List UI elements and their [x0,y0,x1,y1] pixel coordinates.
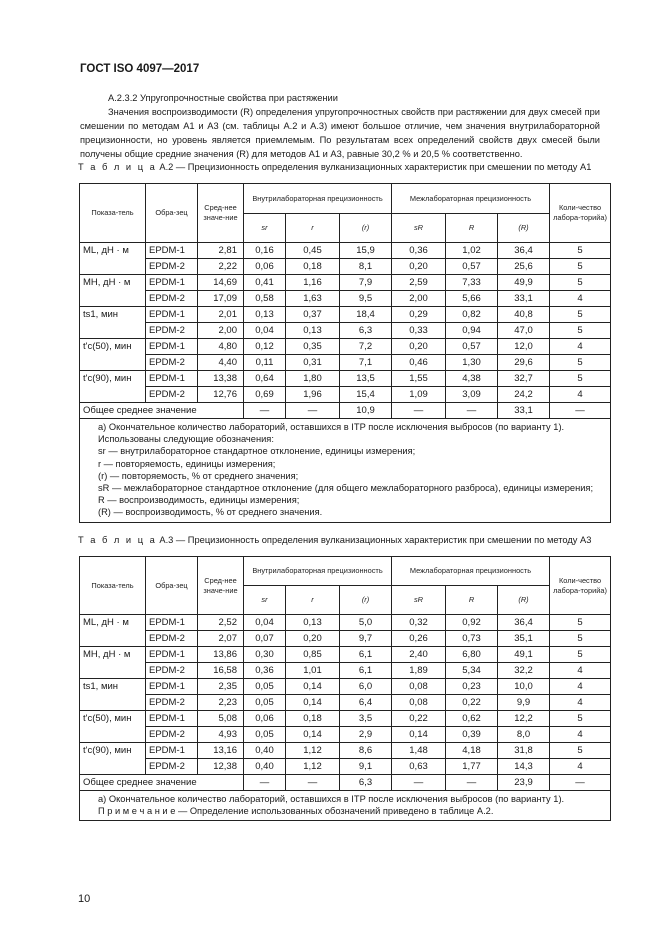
data-cell: 5 [550,743,611,759]
data-cell: 0,22 [446,695,498,711]
data-cell: 1,02 [446,243,498,259]
data-cell: 5,0 [340,615,392,631]
data-cell: 4 [550,291,611,307]
data-cell: 0,20 [286,631,340,647]
data-cell: 33,1 [498,291,550,307]
table-row [80,631,611,647]
data-cell: 5 [550,355,611,371]
col-header-mean: Сред-нее значе-ние [198,184,244,243]
data-cell: 1,80 [286,371,340,387]
data-cell: 0,63 [392,759,446,775]
data-cell: 1,96 [286,387,340,403]
data-cell: 1,16 [286,275,340,291]
table-row [80,759,611,775]
intro-text [80,91,600,161]
data-cell: 5 [550,615,611,631]
data-cell: 4 [550,727,611,743]
data-cell: EPDM-1 [146,307,198,323]
data-cell: 0,08 [392,695,446,711]
data-cell: 8,6 [340,743,392,759]
document-header: ГОСТ ISO 4097—2017 [80,63,200,75]
data-cell: — [392,775,446,791]
note-line: sr — внутрилабораторное стандартное отклонение, единицы измерения; [98,446,416,457]
data-cell: 3,09 [446,387,498,403]
col-header-sR: sR [392,214,446,243]
data-cell: 0,82 [446,307,498,323]
data-cell: EPDM-1 [146,743,198,759]
note-line: r — повторяемость, единицы измерения; [98,458,276,469]
data-cell: 0,20 [392,339,446,355]
data-cell: 7,2 [340,339,392,355]
data-cell: EPDM-1 [146,275,198,291]
data-cell: 1,01 [286,663,340,679]
data-cell: 2,22 [198,259,244,275]
data-cell: 2,40 [392,647,446,663]
data-cell: 0,57 [446,339,498,355]
data-cell: 0,73 [446,631,498,647]
col-header-r: r [286,214,340,243]
data-cell: EPDM-2 [146,355,198,371]
data-cell: 14,3 [498,759,550,775]
col-header-r-pct: (r) [340,586,392,615]
col-header-sample: Обра-зец [146,184,198,243]
data-cell: 0,22 [392,711,446,727]
data-cell: 2,81 [198,243,244,259]
data-cell: EPDM-2 [146,259,198,275]
data-cell: 0,62 [446,711,498,727]
data-cell: 0,64 [244,371,286,387]
data-cell: EPDM-2 [146,291,198,307]
data-cell: EPDM-2 [146,387,198,403]
data-cell: 6,1 [340,663,392,679]
col-header-property: Показа-тель [80,557,146,615]
data-cell: 1,55 [392,371,446,387]
data-cell: 0,26 [392,631,446,647]
col-header-r-pct: (r) [340,214,392,243]
table-notes [80,791,611,821]
data-cell: 0,36 [392,243,446,259]
data-cell: 0,05 [244,727,286,743]
data-cell: 6,1 [340,647,392,663]
data-cell: — [446,403,498,419]
overall-label: Общее среднее значение [80,403,244,419]
table-a2-caption: Т а б л и ц а А.2 — Прецизионность определения вулканизационных характеристик при смешении по методу А1 [78,162,592,172]
data-cell: 0,05 [244,679,286,695]
data-cell: 29,6 [498,355,550,371]
data-cell: 1,63 [286,291,340,307]
property-cell: MH, дН · м [80,275,146,307]
data-cell: 0,18 [286,259,340,275]
intro-paragraph: Значения воспроизводимости (R) определения упругопрочностных свойств при растяжении для двух смесей при смешении по методам А1 и А3 (см. таблицы А.2 и А.3) имеют большое отличие, чем значения внутрилабораторной прецизионности, но уровень является приемлемым. По результатам всех определений свойств двух смесей были получены общие средние значения (R) для методов А1 и А3, равные 30,2 % и 20,5 % соответственно. [80,107,600,159]
data-cell: 0,30 [244,647,286,663]
data-cell: 0,29 [392,307,446,323]
data-cell: 12,38 [198,759,244,775]
data-cell: 0,45 [286,243,340,259]
data-cell: — [550,403,611,419]
data-cell: 4,38 [446,371,498,387]
data-cell: 4 [550,339,611,355]
data-cell: 7,1 [340,355,392,371]
data-cell: 0,37 [286,307,340,323]
data-cell: 0,31 [286,355,340,371]
data-cell: EPDM-1 [146,243,198,259]
col-header-R: R [446,214,498,243]
data-cell: EPDM-2 [146,663,198,679]
table-row [80,371,611,387]
table-a3-caption: Т а б л и ц а А.3 — Прецизионность определения вулканизационных характеристик при смешении по методу А3 [78,535,592,545]
data-cell: EPDM-2 [146,695,198,711]
data-cell: 3,5 [340,711,392,727]
table-row [80,647,611,663]
data-cell: 13,16 [198,743,244,759]
data-cell: 1,77 [446,759,498,775]
data-cell: 0,08 [392,679,446,695]
data-cell: — [392,403,446,419]
data-cell: 1,89 [392,663,446,679]
data-cell: 0,13 [286,323,340,339]
data-cell: 6,0 [340,679,392,695]
table-row [80,355,611,371]
data-cell: 4 [550,759,611,775]
data-cell: 4 [550,679,611,695]
data-cell: 9,9 [498,695,550,711]
data-cell: 0,14 [286,679,340,695]
property-cell: ts1, мин [80,307,146,339]
note-line: а) Окончательное количество лабораторий, оставшихся в ITP после исключения выбросов (по варианту 1). [98,794,565,804]
data-cell: 1,30 [446,355,498,371]
data-cell: 0,04 [244,323,286,339]
data-cell: — [446,775,498,791]
data-cell: 49,1 [498,647,550,663]
data-cell: EPDM-1 [146,339,198,355]
data-cell: 0,20 [392,259,446,275]
data-cell: 0,14 [286,727,340,743]
col-header-mean: Сред-нее значе-ние [198,557,244,615]
table-row [80,339,611,355]
data-cell: 10,9 [340,403,392,419]
overall-row [80,403,611,419]
data-cell: 2,00 [198,323,244,339]
data-cell: 7,9 [340,275,392,291]
data-cell: 6,3 [340,775,392,791]
data-cell: 5,08 [198,711,244,727]
data-cell: 0,39 [446,727,498,743]
data-cell: 0,33 [392,323,446,339]
data-cell: 0,13 [244,307,286,323]
data-cell: 7,33 [446,275,498,291]
data-cell: 2,23 [198,695,244,711]
data-cell: 13,5 [340,371,392,387]
data-cell: 5 [550,647,611,663]
note-line: R — воспроизводимость, единицы измерения; [98,495,300,506]
data-cell: 0,46 [392,355,446,371]
data-cell: 5 [550,711,611,727]
data-cell: 24,2 [498,387,550,403]
data-cell: 13,38 [198,371,244,387]
data-cell: 0,85 [286,647,340,663]
data-cell: 0,11 [244,355,286,371]
data-cell: 0,18 [286,711,340,727]
data-cell: 8,0 [498,727,550,743]
data-cell: 1,12 [286,759,340,775]
table-row [80,243,611,259]
property-cell: ML, дН · м [80,243,146,275]
data-cell: 4,40 [198,355,244,371]
table-row [80,743,611,759]
table-row [80,711,611,727]
data-cell: 0,57 [446,259,498,275]
table-notes [80,419,611,523]
data-cell: 15,4 [340,387,392,403]
col-header-sR: sR [392,586,446,615]
overall-label: Общее среднее значение [80,775,244,791]
note-line: а) Окончательное количество лабораторий, оставшихся в ITP после исключения выбросов (по варианту 1). [98,422,565,432]
col-header-sample: Обра-зец [146,557,198,615]
data-cell: EPDM-2 [146,727,198,743]
data-cell: 40,8 [498,307,550,323]
data-cell: 2,59 [392,275,446,291]
col-header-between: Межлабораторная прецизионность [392,557,550,586]
data-cell: 9,7 [340,631,392,647]
col-header-labs: Коли-чество лабора-торийa) [550,184,611,243]
table-row [80,259,611,275]
data-cell: 12,2 [498,711,550,727]
data-cell: 0,04 [244,615,286,631]
data-cell: 31,8 [498,743,550,759]
data-cell: EPDM-1 [146,371,198,387]
data-cell: 5 [550,243,611,259]
data-cell: EPDM-1 [146,711,198,727]
data-cell: 2,00 [392,291,446,307]
data-cell: EPDM-1 [146,679,198,695]
data-cell: 10,0 [498,679,550,695]
data-cell: 47,0 [498,323,550,339]
data-cell: 0,40 [244,759,286,775]
data-cell: 5,66 [446,291,498,307]
data-cell: — [286,403,340,419]
data-cell: 0,35 [286,339,340,355]
data-cell: 0,58 [244,291,286,307]
data-cell: 5 [550,275,611,291]
data-cell: 49,9 [498,275,550,291]
data-cell: 12,76 [198,387,244,403]
data-cell: 32,7 [498,371,550,387]
data-cell: 0,12 [244,339,286,355]
page-number: 10 [78,893,91,905]
data-cell: — [244,775,286,791]
data-cell: 32,2 [498,663,550,679]
data-cell: 5 [550,371,611,387]
data-cell: 9,5 [340,291,392,307]
data-cell: 5,34 [446,663,498,679]
property-cell: t'c(50), мин [80,711,146,743]
data-cell: 2,52 [198,615,244,631]
col-header-between: Межлабораторная прецизионность [392,184,550,214]
data-cell: 0,32 [392,615,446,631]
property-cell: t'c(50), мин [80,339,146,371]
data-cell: 2,9 [340,727,392,743]
col-header-r: r [286,586,340,615]
note-line: Использованы следующие обозначения: [98,434,274,445]
table-row [80,615,611,631]
table-row [80,663,611,679]
note-line: sR — межлабораторное стандартное отклонение (для общего межлабораторного разброса), единицы измерения; [98,483,594,494]
data-cell: 15,9 [340,243,392,259]
note-line: (R) — воспроизводимость, % от среднего значения. [98,507,323,518]
data-cell: 0,16 [244,243,286,259]
col-header-sr: sr [244,214,286,243]
data-cell: 0,23 [446,679,498,695]
data-cell: 5 [550,631,611,647]
data-cell: 16,58 [198,663,244,679]
col-header-sr: sr [244,586,286,615]
data-cell: 1,12 [286,743,340,759]
data-cell: 14,69 [198,275,244,291]
data-cell: 0,14 [286,695,340,711]
table-row [80,679,611,695]
overall-row [80,775,611,791]
data-cell: 0,07 [244,631,286,647]
data-cell: 0,06 [244,259,286,275]
data-cell: 8,1 [340,259,392,275]
data-cell: 4 [550,695,611,711]
data-cell: 0,40 [244,743,286,759]
data-cell: 0,36 [244,663,286,679]
data-cell: 13,86 [198,647,244,663]
table-row [80,727,611,743]
data-cell: 25,6 [498,259,550,275]
data-cell: 0,41 [244,275,286,291]
data-cell: 0,05 [244,695,286,711]
data-cell: 17,09 [198,291,244,307]
property-cell: MH, дН · м [80,647,146,679]
data-cell: 0,13 [286,615,340,631]
data-cell: 0,14 [392,727,446,743]
table-row [80,275,611,291]
table-row [80,387,611,403]
data-cell: 2,35 [198,679,244,695]
data-cell: 6,80 [446,647,498,663]
data-cell: — [244,403,286,419]
table-a2 [79,183,611,523]
col-header-within: Внутрилабораторная прецизионность [244,184,392,214]
data-cell: 6,3 [340,323,392,339]
property-cell: t'c(90), мин [80,743,146,775]
data-cell: 1,09 [392,387,446,403]
data-cell: EPDM-1 [146,615,198,631]
note-line: П р и м е ч а н и е — Определение использованных обозначений приведено в таблице А.2. [98,806,494,817]
data-cell: 18,4 [340,307,392,323]
property-cell: ML, дН · м [80,615,146,647]
data-cell: 23,9 [498,775,550,791]
data-cell: 0,92 [446,615,498,631]
col-header-labs: Коли-чество лабора-торийa) [550,557,611,615]
col-header-R-pct: (R) [498,586,550,615]
data-cell: 5 [550,259,611,275]
data-cell: 36,4 [498,243,550,259]
data-cell: 4 [550,387,611,403]
note-line: (r) — повторяемость, % от среднего значения; [98,470,299,481]
table-row [80,695,611,711]
col-header-R: R [446,586,498,615]
data-cell: 0,94 [446,323,498,339]
table-a3 [79,556,611,821]
data-cell: 35,1 [498,631,550,647]
data-cell: 9,1 [340,759,392,775]
table-row [80,307,611,323]
table-row [80,323,611,339]
col-header-R-pct: (R) [498,214,550,243]
data-cell: 4,93 [198,727,244,743]
data-cell: 5 [550,323,611,339]
data-cell: EPDM-2 [146,323,198,339]
table-row [80,291,611,307]
property-cell: ts1, мин [80,679,146,711]
data-cell: 0,06 [244,711,286,727]
data-cell: 36,4 [498,615,550,631]
data-cell: 12,0 [498,339,550,355]
data-cell: 2,07 [198,631,244,647]
property-cell: t'c(90), мин [80,371,146,403]
data-cell: EPDM-2 [146,631,198,647]
data-cell: 4 [550,663,611,679]
data-cell: 5 [550,307,611,323]
data-cell: 1,48 [392,743,446,759]
data-cell: 4,18 [446,743,498,759]
data-cell: 4,80 [198,339,244,355]
data-cell: — [286,775,340,791]
data-cell: EPDM-1 [146,647,198,663]
data-cell: 33,1 [498,403,550,419]
data-cell: 0,69 [244,387,286,403]
data-cell: — [550,775,611,791]
data-cell: EPDM-2 [146,759,198,775]
data-cell: 6,4 [340,695,392,711]
data-cell: 2,01 [198,307,244,323]
col-header-within: Внутрилабораторная прецизионность [244,557,392,586]
section-heading: А.2.3.2 Упругопрочностные свойства при растяжении [108,93,338,103]
col-header-property: Показа-тель [80,184,146,243]
